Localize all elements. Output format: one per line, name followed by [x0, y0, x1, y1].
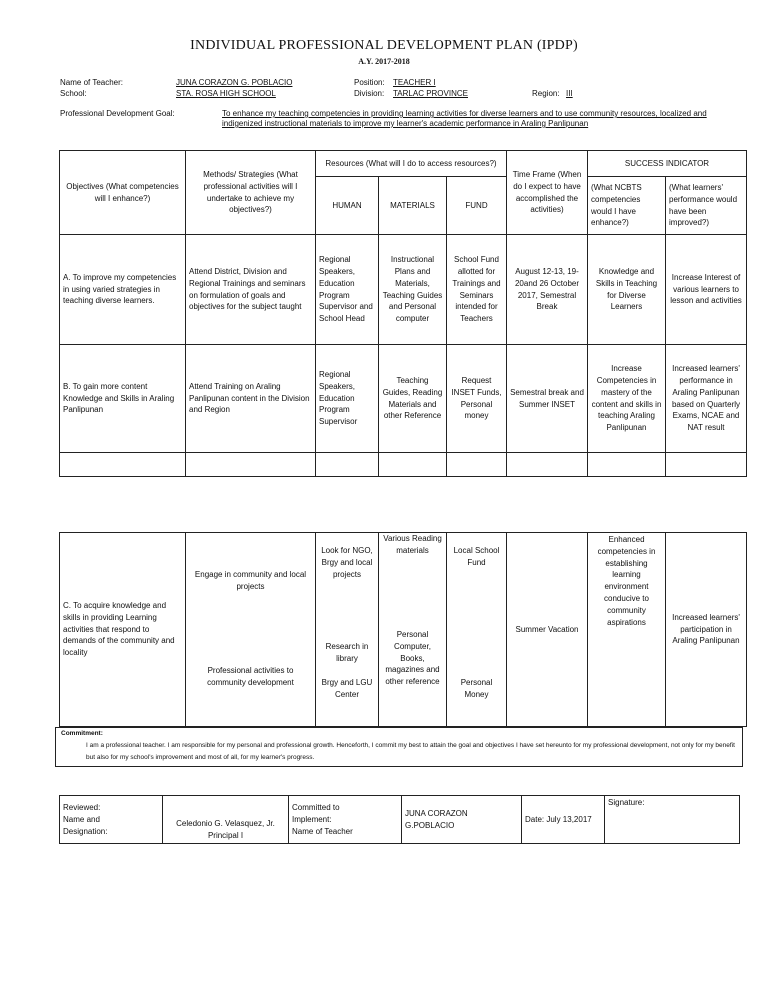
table-row — [60, 235, 747, 345]
materials-cell: Teaching Guides, Reading Materials and other Reference — [379, 345, 447, 453]
header-success: SUCCESS INDICATOR — [588, 151, 747, 177]
signature-cell: Signature: — [605, 796, 740, 844]
human-item: Brgy and LGU Center — [321, 678, 373, 699]
reviewed-cell — [60, 796, 163, 844]
position-label: Position: — [354, 78, 385, 87]
teacher-name-cell — [402, 796, 522, 844]
header-ncbts: (What NCBTS competencies would I have enhance?) — [588, 177, 666, 235]
materials-item: Various Reading materials — [383, 534, 442, 555]
human-item: Research in library — [325, 642, 369, 663]
commitment-text: I am a professional teacher. I am responsible for my personal and professional growth. Henceforth, I commit my best to attain the goal and objectives I have set hereunto for my professional development, not only for my benefit but also for my school's improvement and most of all, for my learner's progress. — [86, 742, 735, 761]
implement-label: Implement: — [292, 814, 332, 824]
teacher-name-label: Name of Teacher — [292, 826, 353, 836]
school-value: STA. ROSA HIGH SCHOOL — [176, 89, 276, 98]
human-cell: Regional Speakers, Education Program Supervisor and School Head — [316, 235, 379, 345]
method-item: Engage in community and local projects — [194, 570, 307, 591]
committed-cell — [289, 796, 402, 844]
region-value: III — [566, 89, 573, 98]
table-row — [60, 533, 747, 727]
timeframe-cell: Summer Vacation — [507, 533, 588, 727]
header-learners: (What learners' performance would have been improved?) — [666, 177, 747, 235]
header-materials: MATERIALS — [379, 177, 447, 235]
division-label: Division: — [354, 89, 385, 98]
reviewer-cell — [163, 796, 289, 844]
division-value: TARLAC PROVINCE — [393, 89, 468, 98]
plan-table-continued — [59, 532, 747, 727]
signoff-table — [59, 795, 740, 844]
materials-cell — [379, 533, 447, 727]
objective-cell: A. To improve my competencies in using varied strategies in teaching diverse learners. — [60, 235, 186, 345]
reviewed-label: Reviewed: — [63, 802, 101, 812]
ncbts-cell: Enhanced competencies in establishing learning environment conducive to community aspirations — [588, 533, 666, 727]
empty-row — [60, 453, 747, 477]
ncbts-cell: Knowledge and Skills in Teaching for Diverse Learners — [588, 235, 666, 345]
timeframe-cell: August 12-13, 19-20and 26 October 2017, Semestral Break — [507, 235, 588, 345]
header-objectives: Objectives (What competencies will I enhance?) — [60, 151, 186, 235]
commitment-box — [55, 727, 743, 767]
fund-cell: Request INSET Funds, Personal money — [447, 345, 507, 453]
method-cell: Attend Training on Araling Panlipunan content in the Division and Region — [186, 345, 316, 453]
teacher-value: JUNA CORAZON G. POBLACIO — [176, 78, 293, 87]
school-label: School: — [60, 89, 87, 98]
learners-cell: Increase Interest of various learners to lesson and activities — [666, 235, 747, 345]
learners-cell: Increased learners' participation in Araling Panlipunan — [666, 533, 747, 727]
committed-label: Committed to — [292, 802, 340, 812]
position-value: TEACHER I — [393, 78, 436, 87]
header-timeframe: Time Frame (When do I expect to have accomplished the activities) — [507, 151, 588, 235]
materials-cell: Instructional Plans and Materials, Teaching Guides and Personal computer — [379, 235, 447, 345]
human-cell — [316, 533, 379, 727]
commitment-label: Commitment: — [61, 730, 103, 737]
designation-label: Designation: — [63, 826, 108, 836]
fund-cell: School Fund allotted for Trainings and Seminars intended for Teachers — [447, 235, 507, 345]
method-item: Professional activities to community development — [207, 666, 294, 687]
goal-label: Professional Development Goal: — [60, 109, 175, 118]
date-cell: Date: July 13,2017 — [522, 796, 605, 844]
teacher-name-line-2: G.POBLACIO — [405, 820, 455, 830]
reviewer-name: Celedonio G. Velasquez, Jr. — [176, 819, 275, 828]
goal-value: To enhance my teaching competencies in providing learning activities for diverse learners and to use community resources, localized and indigenized instructional materials to improve my learner's academic performance in Araling Panlipunan — [222, 109, 707, 128]
page-title: INDIVIDUAL PROFESSIONAL DEVELOPMENT PLAN (IPDP) — [190, 38, 578, 53]
timeframe-cell: Semestral break and Summer INSET — [507, 345, 588, 453]
ncbts-cell: Increase Competencies in mastery of the content and skills in teaching Araling Panlipunan — [588, 345, 666, 453]
header-resources: Resources (What will I do to access resources?) — [316, 151, 507, 177]
reviewer-title: Principal I — [207, 831, 244, 840]
header-human: HUMAN — [316, 177, 379, 235]
objective-cell: C. To acquire knowledge and skills in providing Learning activities that respond to demands of the community and locality — [60, 533, 186, 727]
method-cell: Attend District, Division and Regional Trainings and seminars on formulation of goals and objectives for the subject taught — [186, 235, 316, 345]
objective-cell: B. To gain more content Knowledge and Skills in Araling Panlipunan — [60, 345, 186, 453]
fund-item: Personal Money — [460, 678, 493, 699]
academic-year: A.Y. 2017-2018 — [358, 57, 410, 66]
name-and-label: Name and — [63, 814, 100, 824]
teacher-name-line-1: JUNA CORAZON — [405, 808, 468, 818]
human-cell: Regional Speakers, Education Program Supervisor — [316, 345, 379, 453]
materials-item: Personal Computer, Books, magazines and other reference — [385, 630, 440, 687]
plan-table — [59, 150, 747, 477]
table-row — [60, 345, 747, 453]
teacher-label: Name of Teacher: — [60, 78, 123, 87]
fund-cell — [447, 533, 507, 727]
learners-cell: Increased learners' performance in Araling Panlipunan based on Quarterly Exams, NCAE and NAT result — [666, 345, 747, 453]
method-cell — [186, 533, 316, 727]
header-methods: Methods/ Strategies (What professional activities will I undertake to achieve my objectives?) — [186, 151, 316, 235]
header-fund: FUND — [447, 177, 507, 235]
human-item: Look for NGO, Brgy and local projects — [321, 546, 373, 579]
region-label: Region: — [532, 89, 560, 98]
fund-item: Local School Fund — [453, 546, 500, 567]
